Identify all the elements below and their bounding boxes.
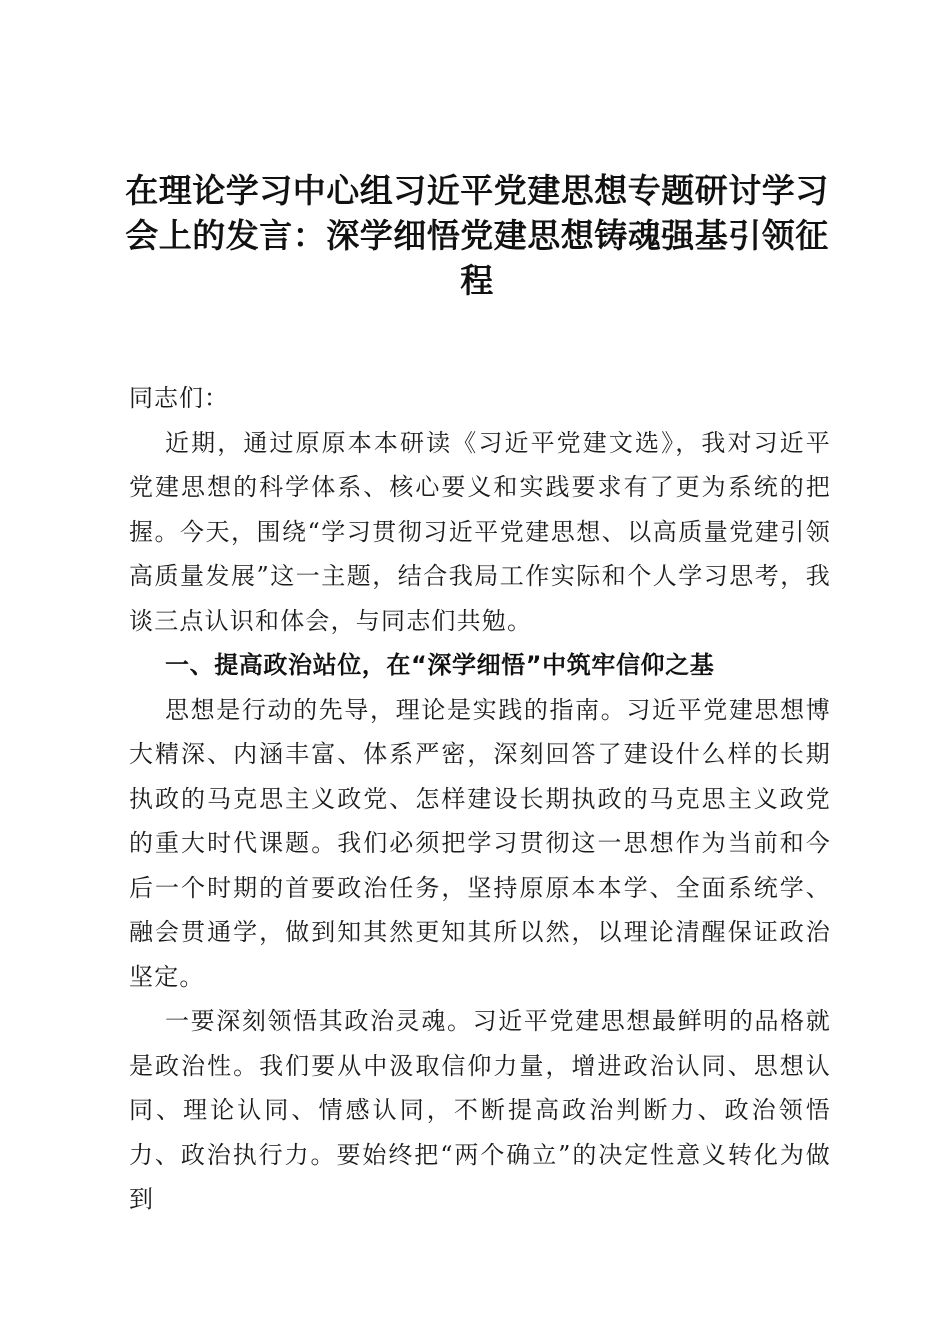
- section-1-paragraph-2: 一要深刻领悟其政治灵魂。习近平党建思想最鲜明的品格就是政治性。我们要从中汲取信仰力量，增进政治认同、思想认同、理论认同、情感认同，不断提高政治判断力、政治领悟力、政治执行力。要始终把“两个确立”的决定性意义转化为做到: [129, 1007, 831, 1213]
- section-heading-1: 一、提高政治站位，在“深学细悟”中筑牢信仰之基: [165, 651, 715, 679]
- salutation: 同志们：: [129, 384, 229, 412]
- document-title: 在理论学习中心组习近平党建思想专题研讨学习会上的发言：深学细悟党建思想铸魂强基引领征程: [125, 171, 829, 300]
- section-1-paragraph-1: 思想是行动的先导，理论是实践的指南。习近平党建思想博大精深、内涵丰富、体系严密，深刻回答了建设什么样的长期执政的马克思主义政党、怎样建设长期执政的马克思主义政党的重大时代课题。我们必须把学习贯彻这一思想作为当前和今后一个时期的首要政治任务，坚持原原本本学、全面系统学、融会贯通学，做到知其然更知其所以然，以理论清醒保证政治坚定。: [129, 695, 831, 991]
- document-body: [129, 376, 831, 1222]
- intro-paragraph: 近期，通过原原本本研读《习近平党建文选》，我对习近平党建思想的科学体系、核心要义和实践要求有了更为系统的把握。今天，围绕“学习贯彻习近平党建思想、以高质量党建引领高质量发展”这一主题，结合我局工作实际和个人学习思考，我谈三点认识和体会，与同志们共勉。: [129, 428, 831, 635]
